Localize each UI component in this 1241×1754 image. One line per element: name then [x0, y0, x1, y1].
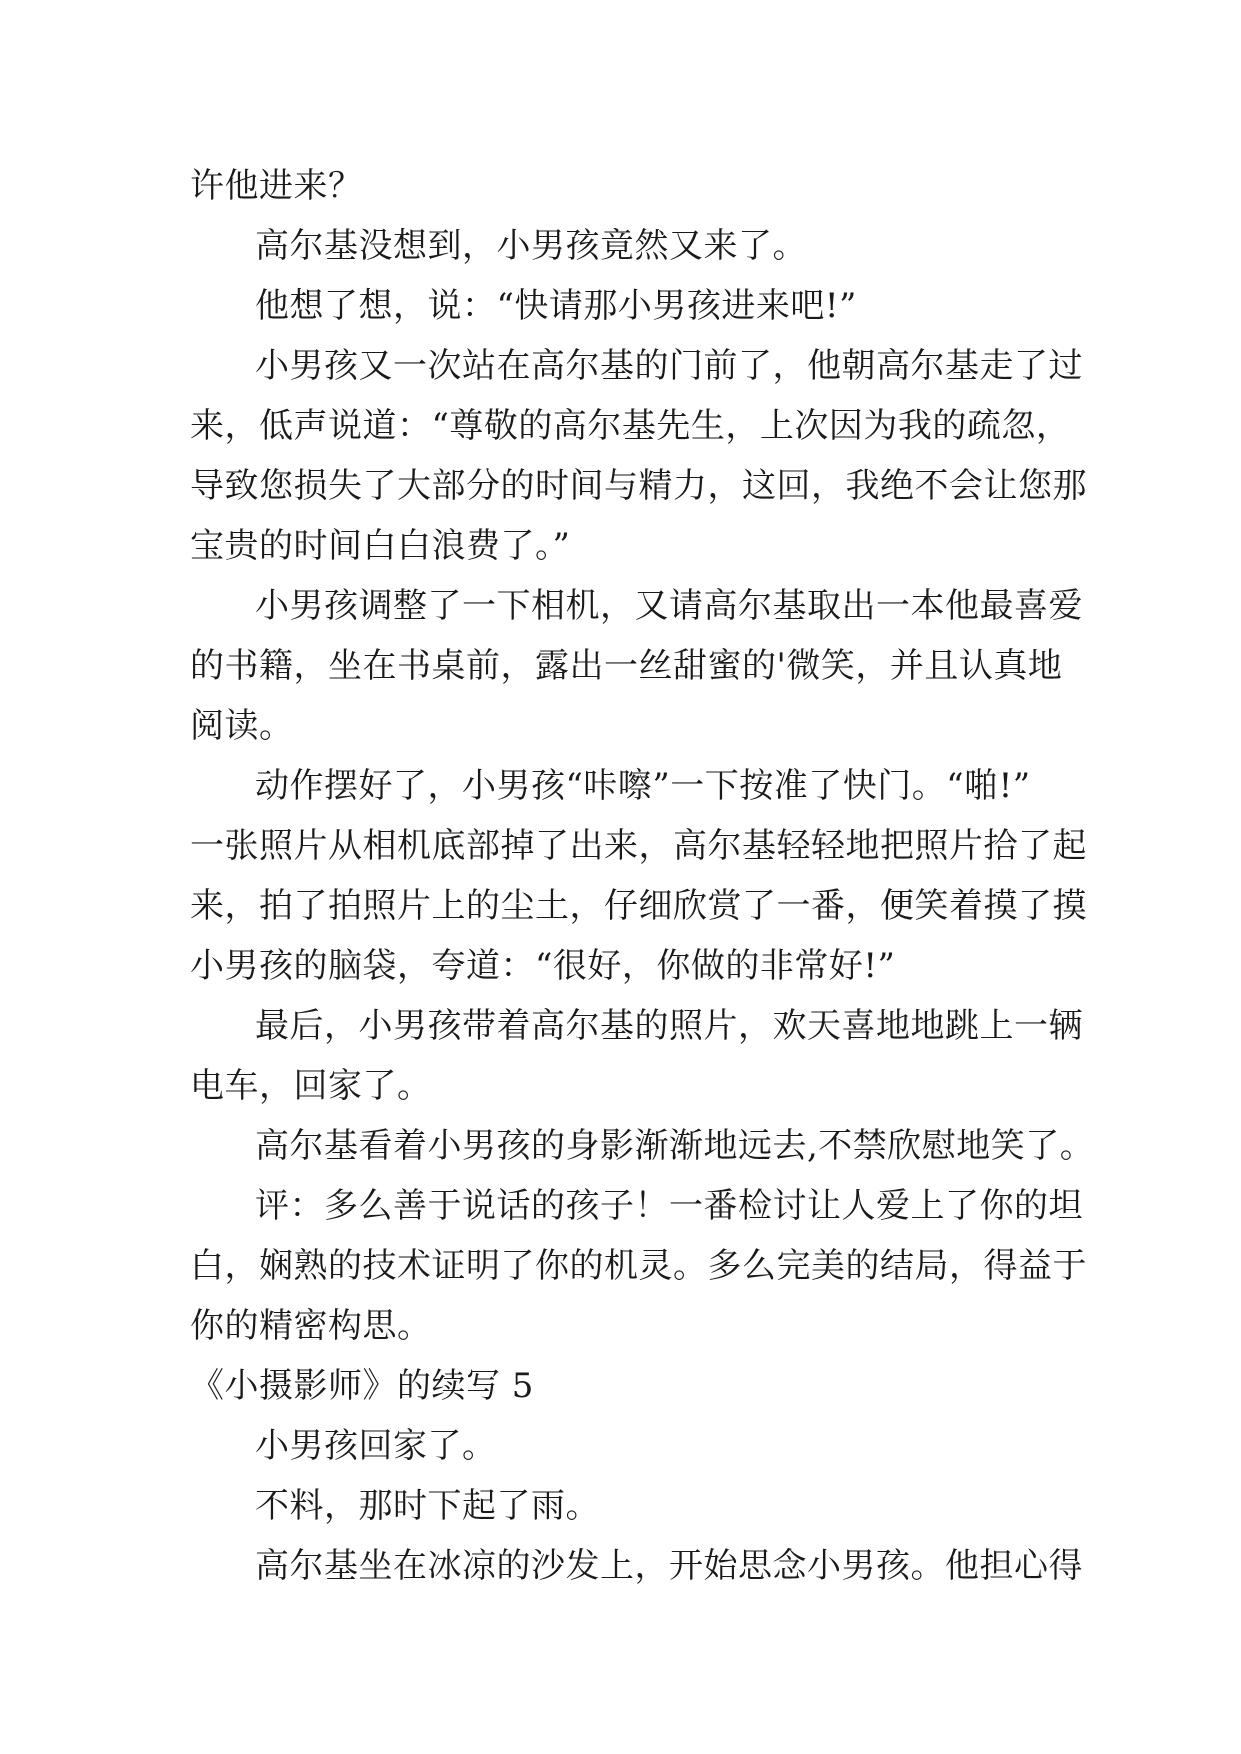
text-line: 白，娴熟的技术证明了你的机灵。多么完美的结局，得益于 [190, 1246, 1087, 1286]
text-line: 阅读。 [190, 706, 294, 746]
paragraph-line: 评：多么善于说话的孩子！一番检讨让人爱上了你的坦 [255, 1186, 1083, 1226]
paragraph-line: 小男孩回家了。 [255, 1426, 497, 1466]
paragraph-line: 不料，那时下起了雨。 [255, 1486, 600, 1526]
paragraph-line: 高尔基看着小男孩的身影渐渐地远去,不禁欣慰地笑了。 [255, 1126, 1095, 1166]
text-line: 的书籍，坐在书桌前，露出一丝甜蜜的'微笑，并且认真地 [190, 646, 1063, 686]
text-line: 电车，回家了。 [190, 1066, 432, 1106]
paragraph-line: 小男孩又一次站在高尔基的门前了，他朝高尔基走了过 [255, 346, 1083, 386]
paragraph-line: 他想了想，说：“快请那小男孩进来吧!” [255, 286, 857, 326]
text-line: 导致您损失了大部分的时间与精力，这回，我绝不会让您那 [190, 466, 1087, 506]
text-line: 来，拍了拍照片上的尘土，仔细欣赏了一番，便笑着摸了摸 [190, 886, 1087, 926]
paragraph-line: 高尔基没想到，小男孩竟然又来了。 [255, 226, 807, 266]
text-line: 你的精密构思。 [190, 1306, 432, 1346]
paragraph-line: 小男孩调整了一下相机，又请高尔基取出一本他最喜爱 [255, 586, 1083, 626]
text-line: 一张照片从相机底部掉了出来，高尔基轻轻地把照片拾了起 [190, 826, 1087, 866]
paragraph-line: 动作摆好了，小男孩“咔嚓”一下按准了快门。“啪!” [255, 766, 1031, 806]
text-line: 许他进来？ [190, 166, 363, 206]
section-heading: 《小摄影师》的续写 5 [190, 1366, 534, 1406]
text-line: 小男孩的脑袋，夸道：“很好，你做的非常好!” [190, 946, 896, 986]
paragraph-line: 最后，小男孩带着高尔基的照片，欢天喜地地跳上一辆 [255, 1006, 1083, 1046]
text-line: 来，低声说道：“尊敬的高尔基先生，上次因为我的疏忽， [190, 406, 1071, 446]
text-line: 宝贵的时间白白浪费了。” [190, 526, 571, 566]
paragraph-line: 高尔基坐在冰凉的沙发上，开始思念小男孩。他担心得 [255, 1546, 1083, 1586]
